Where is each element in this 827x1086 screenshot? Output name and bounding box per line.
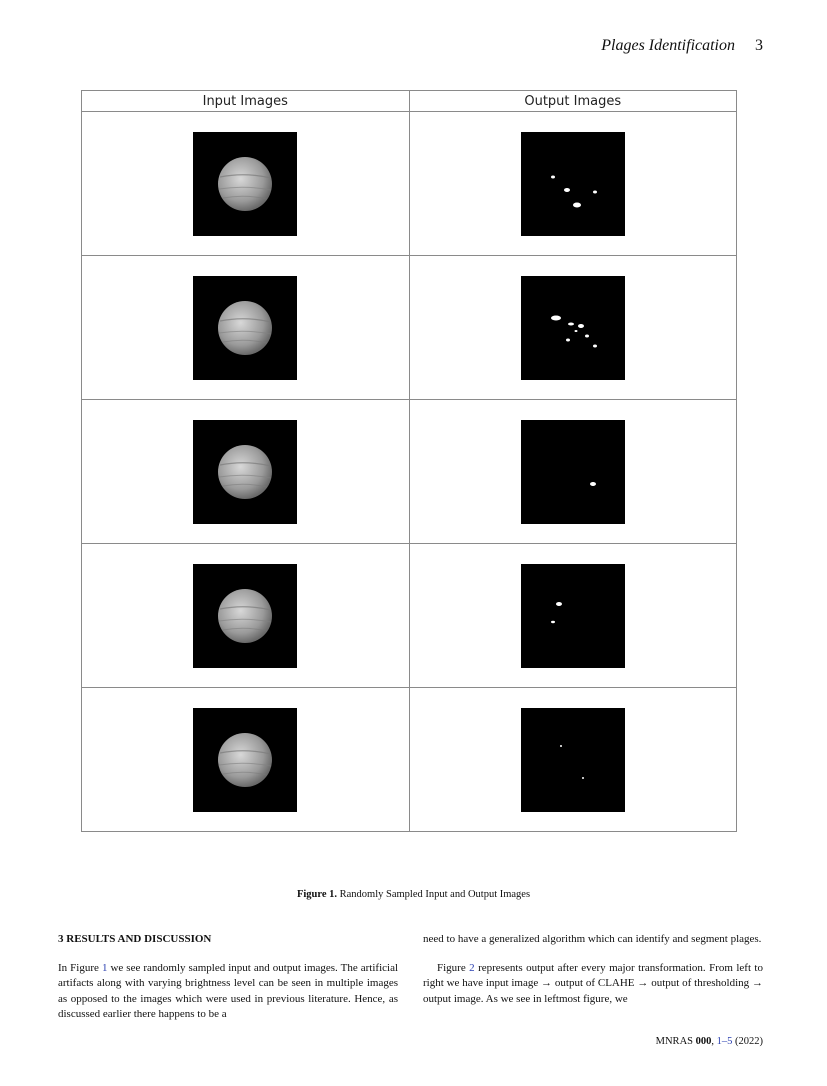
footer-pages-link[interactable]: 1–5 — [716, 1036, 733, 1047]
figure-row — [82, 400, 737, 544]
footer-sep: , — [711, 1036, 717, 1047]
solar-disk-image — [193, 132, 297, 236]
column-header-input: Input Images — [82, 91, 410, 112]
input-cell — [82, 112, 410, 256]
figure-row — [82, 544, 737, 688]
figure-link[interactable]: 2 — [469, 961, 475, 974]
plage-mask-image — [521, 708, 625, 812]
output-cell — [409, 112, 737, 256]
running-head — [601, 37, 763, 55]
left-column — [58, 932, 398, 1023]
right-column — [423, 932, 763, 1007]
input-cell — [82, 400, 410, 544]
output-cell — [409, 400, 737, 544]
paragraph-text: we see randomly sampled input and output images. The artificial artifacts along with varying brightness level can be seen in multiple images as opposed to the images which were used in previous literature. Hence, as discussed earlier there happens to be a — [58, 961, 399, 1020]
input-cell — [82, 256, 410, 400]
footer-volume: 000 — [695, 1036, 712, 1047]
caption-text: Randomly Sampled Input and Output Images — [337, 889, 531, 900]
figure-link[interactable]: 1 — [101, 961, 108, 974]
footer-year: (2022) — [732, 1036, 763, 1047]
paragraph-text: In Figure — [58, 961, 102, 974]
plage-mask-image — [521, 420, 625, 524]
figure-row — [82, 256, 737, 400]
page-footer — [656, 1036, 763, 1047]
output-cell — [409, 544, 737, 688]
input-cell — [82, 544, 410, 688]
figure-row — [82, 112, 737, 256]
section-heading: 3 RESULTS AND DISCUSSION — [58, 933, 212, 945]
output-cell — [409, 688, 737, 832]
solar-disk-image — [193, 564, 297, 668]
plage-mask-image — [521, 276, 625, 380]
figure-row — [82, 688, 737, 832]
paragraph-text: Figure — [437, 961, 470, 974]
paragraph: need to have a generalized algorithm which can identify and segment plages. — [423, 933, 762, 945]
page-number: 3 — [755, 37, 763, 54]
paragraph — [423, 961, 763, 1008]
paragraph — [58, 961, 398, 1023]
plage-mask-image — [521, 132, 625, 236]
running-head-title: Plages Identification — [601, 37, 735, 54]
column-header-output: Output Images — [409, 91, 737, 112]
solar-disk-image — [193, 420, 297, 524]
solar-disk-image — [193, 708, 297, 812]
input-cell — [82, 688, 410, 832]
figure-table — [81, 90, 737, 832]
paragraph-text: represents output after every major transformation. From left to right we have input image → output of CLAHE → output of thresholding → output image. As we see in leftmost figure, we — [423, 961, 763, 1005]
figure-caption — [0, 889, 827, 900]
solar-disk-image — [193, 276, 297, 380]
output-cell — [409, 256, 737, 400]
plage-mask-image — [521, 564, 625, 668]
caption-label: Figure 1. — [296, 889, 337, 900]
footer-journal: MNRAS — [655, 1036, 696, 1047]
